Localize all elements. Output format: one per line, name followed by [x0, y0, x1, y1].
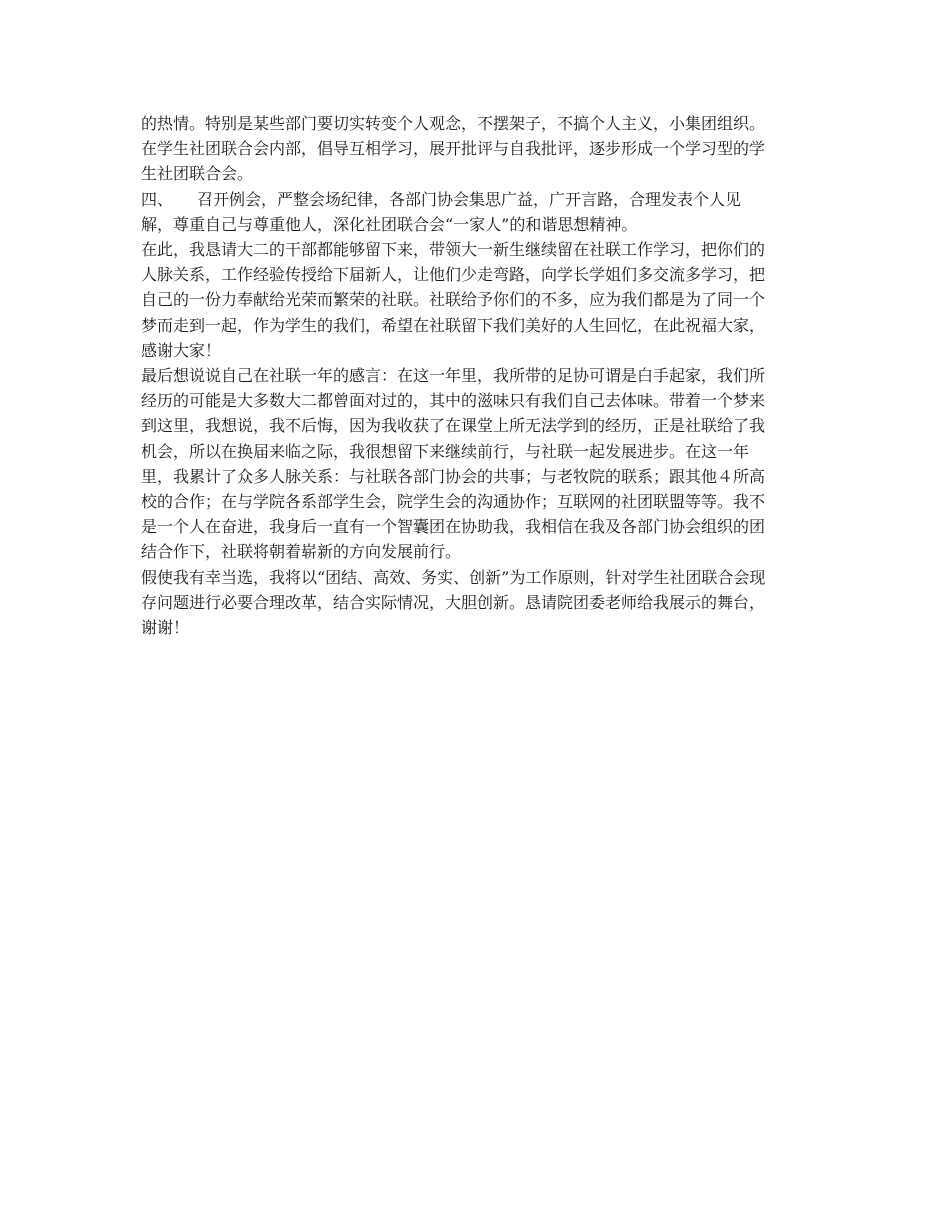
- text-line: 机会，所以在换届来临之际，我很想留下来继续前行，与社联一起发展进步。在这一年: [141, 441, 750, 461]
- text-line: 谢谢！: [141, 618, 190, 638]
- text-line: 是一个人在奋进，我身后一直有一个智囊团在协助我，我相信在我及各部门协会组织的团: [141, 517, 766, 537]
- text-line: 经历的可能是大多数大二都曾面对过的，其中的滋味只有我们自己去体味。带着一个梦来: [141, 391, 766, 411]
- text-line: 里，我累计了众多人脉关系：与社联各部门协会的共事；与老牧院的联系；跟其他４所高: [141, 466, 766, 486]
- paragraph-1: [141, 111, 809, 187]
- paragraph-5: [141, 565, 809, 641]
- list-item-text: 召开例会，严整会场纪律，各部门协会集思广益，广开言路，合理发表个人见: [197, 189, 742, 209]
- text-line: 解，尊重自己与尊重他人，深化社团联合会“一家人”的和谐思想精神。: [141, 214, 638, 234]
- paragraph-3: [141, 237, 809, 363]
- paragraph-4: [141, 363, 809, 565]
- text-line: 校的合作；在与学院各系部学生会，院学生会的沟通协作；互联网的社团联盟等等。我不: [141, 492, 766, 512]
- text-line: 在此，我恳请大二的干部都能够留下来，带领大一新生继续留在社联工作学习，把你们的: [141, 240, 766, 260]
- text-line: 自己的一份力奉献给光荣而繁荣的社联。社联给予你们的不多，应为我们都是为了同一个: [141, 290, 766, 310]
- text-line: 存问题进行必要合理改革，结合实际情况，大胆创新。恳请院团委老师给我展示的舞台，: [141, 592, 766, 612]
- text-line: 假使我有幸当选，我将以“团结、高效、务实、创新”为工作原则，针对学生社团联合会现: [141, 567, 766, 587]
- text-line: 感谢大家！: [141, 340, 222, 360]
- list-number: 四、: [141, 189, 174, 209]
- text-line: 人脉关系，工作经验传授给下届新人，让他们少走弯路，向学长学姐们多交流多学习，把: [141, 265, 766, 285]
- text-line: 的热情。特别是某些部门要切实转变个人观念，不摆架子，不搞个人主义，小集团组织。: [141, 114, 766, 133]
- numbered-item-4: [141, 187, 809, 237]
- text-line: 最后想说说自己在社联一年的感言：在这一年里，我所带的足协可谓是白手起家，我们所: [141, 366, 766, 386]
- text-line: 结合作下，社联将朝着崭新的方向发展前行。: [141, 542, 462, 562]
- text-line: 在学生社团联合会内部，倡导互相学习，展开批评与自我批评，逐步形成一个学习型的学: [141, 139, 766, 159]
- text-line: 生社团联合会。: [141, 164, 254, 184]
- text-line: 梦而走到一起，作为学生的我们，希望在社联留下我们美好的人生回忆，在此祝福大家，: [141, 315, 766, 335]
- document-body: [141, 111, 809, 640]
- text-line: 到这里，我想说，我不后悔，因为我收获了在课堂上所无法学到的经历，正是社联给了我: [141, 416, 766, 436]
- text-line: [141, 187, 809, 212]
